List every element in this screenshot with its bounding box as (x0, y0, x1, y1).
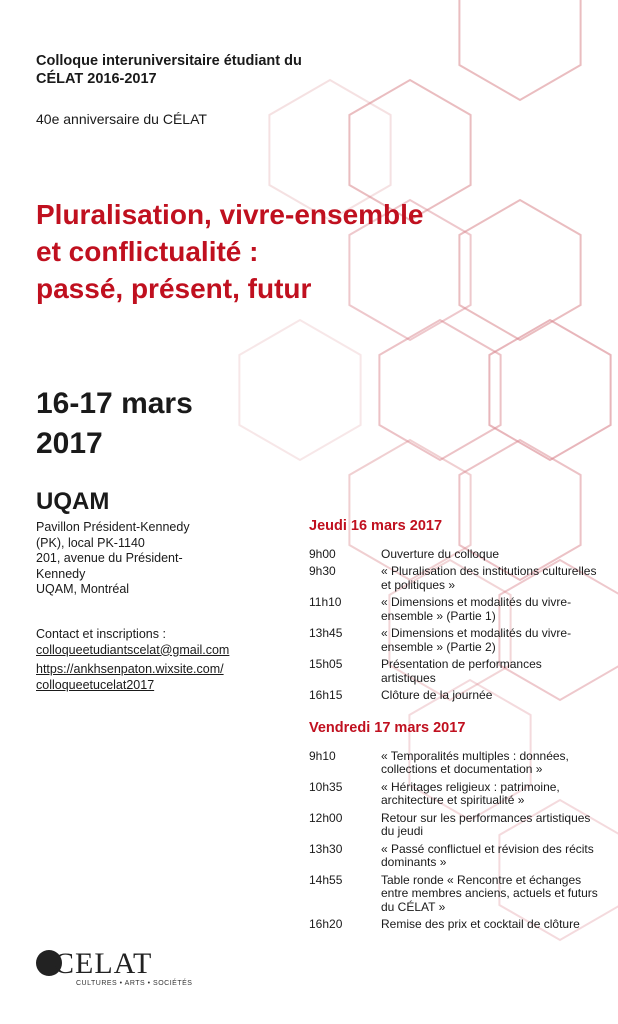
schedule-row (309, 565, 599, 592)
schedule-row (309, 918, 599, 932)
hexagon-shape (459, 0, 580, 100)
website-link[interactable]: https://ankhsenpaton.wixsite.com/ colloqueetucelat2017 (36, 662, 224, 692)
schedule-time: 13h30 (309, 841, 343, 856)
day2-heading: Vendredi 17 mars 2017 (309, 720, 466, 736)
schedule-row (309, 689, 599, 703)
schedule-time: 11h10 (309, 595, 342, 609)
contact-email-link[interactable]: colloqueetudiantscelat@gmail.com (36, 642, 230, 657)
day1-schedule (309, 520, 599, 707)
schedule-time: 14h55 (309, 872, 343, 887)
logo-tagline: CULTURES • ARTS • SOCIÉTÉS (76, 980, 193, 987)
schedule-row (309, 781, 599, 808)
schedule-row (309, 750, 599, 777)
day1-heading: Jeudi 16 mars 2017 (309, 518, 443, 534)
contact-block (36, 627, 276, 693)
schedule-event: « Dimensions et modalités du vivre-ensemble » (Partie 1) (381, 595, 572, 623)
schedule-time: 13h45 (309, 626, 343, 640)
schedule-event: Retour sur les performances artistiques du jeudi (381, 810, 591, 838)
hexagon-shape (379, 320, 500, 460)
schedule-time: 12h00 (309, 810, 343, 825)
title-line-1: Pluralisation, vivre-ensemble (36, 199, 424, 230)
event-name: Colloque interuniversitaire étudiant du CÉLAT 2016-2017 (36, 53, 302, 87)
schedule-time: 9h30 (309, 564, 336, 578)
schedule-event: Table ronde « Rencontre et échanges entre membres anciens, actuels et futurs du CÉLAT » (381, 872, 598, 914)
schedule-event: « Passé conflictuel et révision des récits dominants » (381, 841, 594, 869)
hexagon-shape (239, 320, 360, 460)
schedule-event: Clôture de la journée (381, 688, 493, 702)
event-dates: 16-17 mars 2017 (36, 387, 193, 460)
schedule-event: « Dimensions et modalités du vivre-ensemble » (Partie 2) (381, 626, 572, 654)
schedule-event: Présentation de performances artistiques (381, 657, 542, 685)
venue-address: Pavillon Président-Kennedy (PK), local PK-1140 201, avenue du Président- Kennedy UQAM, Montréal (36, 520, 190, 596)
celat-logo: CELAT CULTURES • ARTS • SOCIÉTÉS (36, 948, 192, 987)
title-line-3: passé, présent, futur (36, 273, 312, 304)
schedule-event: « Héritages religieux : patrimoine, architecture et spiritualité » (381, 779, 560, 807)
schedule-row (309, 658, 599, 685)
schedule-time: 9h00 (309, 546, 336, 561)
schedule-row (309, 596, 599, 623)
schedule-time: 16h20 (309, 917, 343, 931)
contact-label: Contact et inscriptions : (36, 627, 166, 641)
schedule-row (309, 627, 599, 654)
schedule-time: 10h35 (309, 779, 343, 794)
schedule-row (309, 548, 599, 562)
schedule-time: 9h10 (309, 748, 336, 763)
title-line-2: et conflictualité : (36, 236, 259, 267)
schedule-row (309, 843, 599, 870)
hexagon-shape (489, 320, 610, 460)
venue-name: UQAM (36, 488, 110, 515)
schedule-event: Remise des prix et cocktail de clôture (381, 917, 580, 931)
schedule-row (309, 812, 599, 839)
anniversary-line: 40e anniversaire du CÉLAT (36, 111, 207, 127)
event-title (36, 196, 556, 307)
schedule-event: Ouverture du colloque (381, 546, 500, 561)
schedule-event: « Temporalités multiples : données, collections et documentation » (381, 748, 569, 776)
day2-schedule (309, 722, 599, 936)
schedule-row (309, 874, 599, 915)
schedule-time: 16h15 (309, 688, 343, 702)
schedule-event: « Pluralisation des institutions culturelles et politiques » (381, 564, 597, 592)
schedule-time: 15h05 (309, 657, 343, 671)
